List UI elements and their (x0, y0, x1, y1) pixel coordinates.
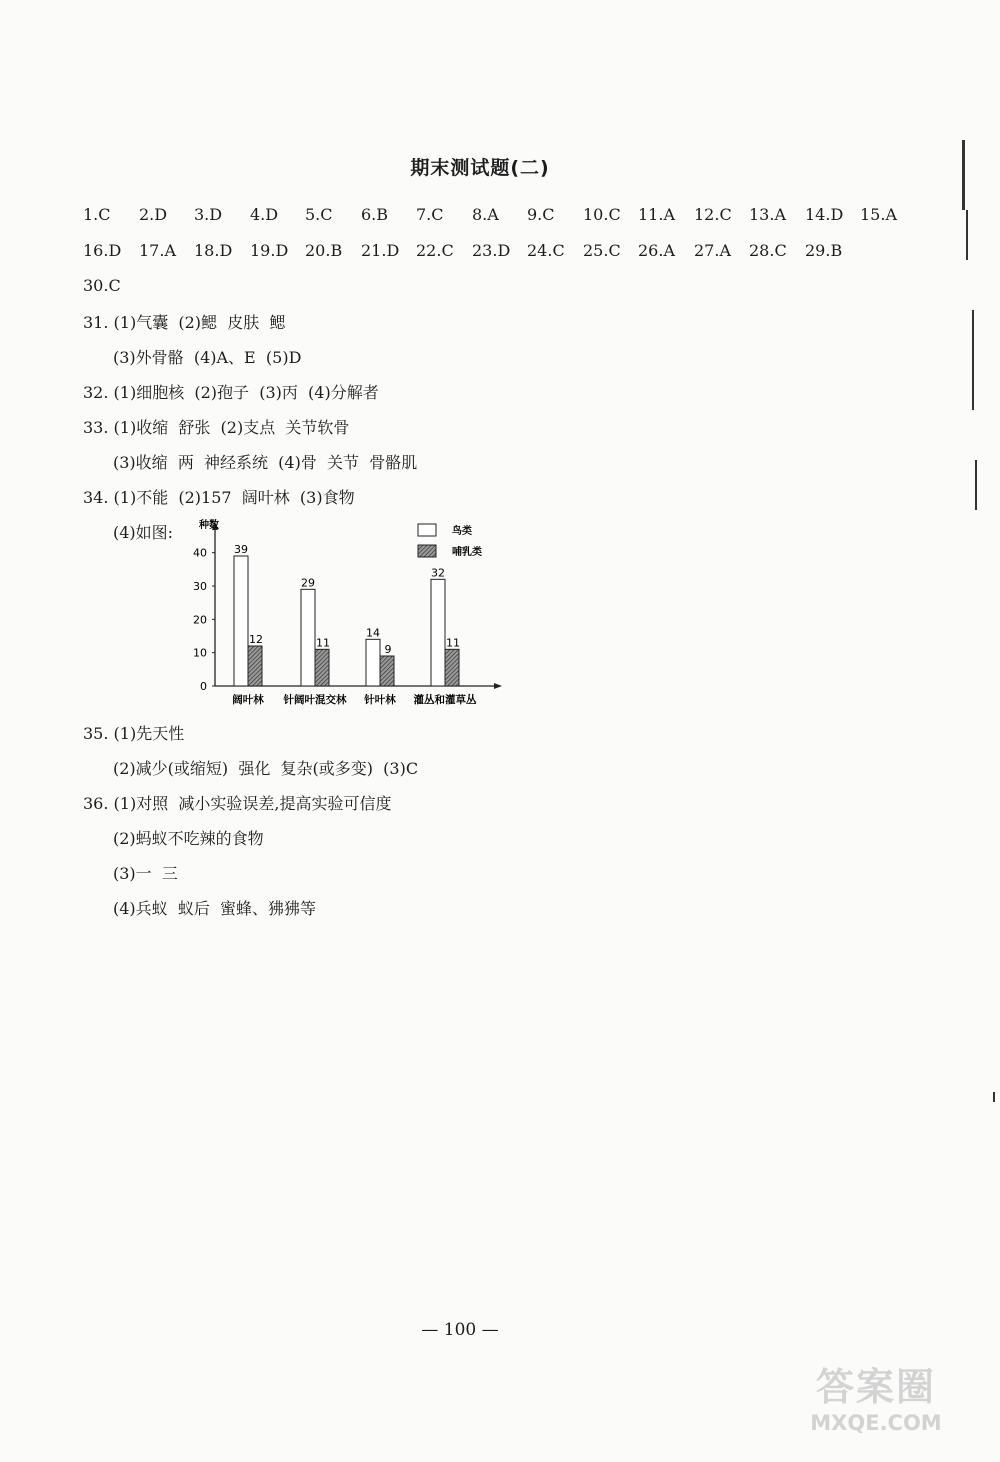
bar-birds (234, 556, 248, 686)
mc-answer: 4.D (250, 205, 279, 224)
answer-q36-part1: 36. (1)对照 减小实验误差,提高实验可信度 (83, 794, 392, 813)
mc-answer: 14.D (805, 205, 844, 224)
x-tick-label: 针叶林 (364, 694, 396, 706)
x-tick-label: 针阔叶混交林 (283, 694, 347, 706)
answer-q34-part1: 34. (1)不能 (2)157 阔叶林 (3)食物 (83, 488, 355, 507)
species-bar-chart (180, 516, 510, 716)
y-tick-label: 20 (193, 613, 207, 627)
bar-mammals (315, 649, 329, 686)
answer-q36-part4: (4)兵蚁 蚁后 蜜蜂、狒狒等 (113, 899, 317, 918)
data-label: 14 (366, 626, 380, 640)
y-tick-label: 10 (193, 646, 207, 660)
data-label: 11 (446, 636, 460, 650)
mc-answer: 1.C (83, 205, 111, 224)
data-label: 9 (384, 643, 392, 656)
y-axis-label: 种数 (199, 520, 219, 531)
x-tick-label: 灌丛和灌草丛 (413, 694, 477, 706)
watermark-text-site: MXQE.COM (810, 1411, 942, 1435)
x-axis-arrow (494, 683, 502, 689)
mc-answer: 28.C (749, 241, 787, 260)
scan-edge-mark (966, 210, 968, 260)
legend-label: 鸟类 (452, 526, 472, 537)
mc-answer: 22.C (416, 241, 454, 260)
mc-answer: 11.A (638, 205, 675, 224)
mc-answer: 17.A (139, 241, 176, 260)
legend-swatch (418, 545, 436, 557)
mc-answer: 15.A (860, 205, 897, 224)
answer-q32: 32. (1)细胞核 (2)孢子 (3)丙 (4)分解者 (83, 383, 379, 402)
mc-answer: 21.D (361, 241, 400, 260)
y-tick-label: 0 (200, 680, 207, 693)
mc-answer: 29.B (805, 241, 843, 260)
bar-birds (366, 639, 380, 686)
answer-q36-part2: (2)蚂蚁不吃辣的食物 (113, 829, 264, 848)
mc-answer: 16.D (83, 241, 122, 260)
answer-q33-part1: 33. (1)收缩 舒张 (2)支点 关节软骨 (83, 418, 350, 437)
mc-answer: 26.A (638, 241, 675, 260)
chart-svg (180, 516, 510, 716)
bar-birds (431, 579, 445, 686)
mc-answer: 2.D (139, 205, 168, 224)
mc-answer: 18.D (194, 241, 233, 260)
data-label: 12 (249, 633, 263, 646)
answer-q34-part2: (4)如图: (113, 523, 174, 542)
mc-answer: 7.C (416, 205, 444, 224)
watermark-text-main: 答案圈 (815, 1365, 936, 1409)
page-number: — 100 — (421, 1320, 499, 1340)
mc-answer: 24.C (527, 241, 565, 260)
mc-answer: 6.B (361, 205, 389, 224)
bar-mammals (445, 649, 459, 686)
bar-mammals (248, 646, 262, 686)
mc-answer: 25.C (583, 241, 621, 260)
mc-answer: 19.D (250, 241, 289, 260)
legend-label: 哺乳类 (452, 547, 482, 558)
mc-answer: 30.C (83, 276, 121, 295)
mc-answer: 8.A (472, 205, 499, 224)
scan-edge-mark (962, 140, 965, 210)
mc-answer: 27.A (694, 241, 731, 260)
data-label: 39 (234, 543, 248, 556)
answer-q31-part2: (3)外骨骼 (4)A、E (5)D (113, 348, 302, 367)
scan-edge-mark (993, 1092, 995, 1102)
x-tick-label: 阔叶林 (232, 694, 264, 706)
watermark-logo (776, 1356, 976, 1442)
mc-answer: 20.B (305, 241, 343, 260)
scan-edge-mark (975, 460, 977, 510)
answer-q35-part2: (2)减少(或缩短) 强化 复杂(或多变) (3)C (113, 759, 419, 778)
data-label: 11 (316, 636, 330, 650)
page-title: 期末测试题(二) (410, 157, 550, 179)
answer-q31-part1: 31. (1)气囊 (2)鳃 皮肤 鳃 (83, 313, 286, 332)
answer-q33-part2: (3)收缩 两 神经系统 (4)骨 关节 骨骼肌 (113, 453, 418, 472)
mc-answer: 10.C (583, 205, 621, 224)
bar-mammals (380, 656, 394, 686)
scan-edge-mark (972, 310, 974, 410)
answer-q36-part3: (3)一 三 (113, 864, 178, 883)
answer-q35-part1: 35. (1)先天性 (83, 724, 185, 743)
y-tick-label: 30 (193, 580, 207, 593)
y-tick-label: 40 (193, 546, 207, 560)
bar-birds (301, 589, 315, 686)
mc-answer: 3.D (194, 205, 223, 224)
data-label: 32 (431, 566, 445, 580)
mc-answer: 5.C (305, 205, 333, 224)
data-label: 29 (301, 576, 315, 590)
mc-answer: 13.A (749, 205, 786, 224)
mc-answer: 23.D (472, 241, 511, 260)
mc-answer: 9.C (527, 205, 555, 224)
mc-answer: 12.C (694, 205, 732, 224)
legend-swatch (418, 524, 436, 536)
